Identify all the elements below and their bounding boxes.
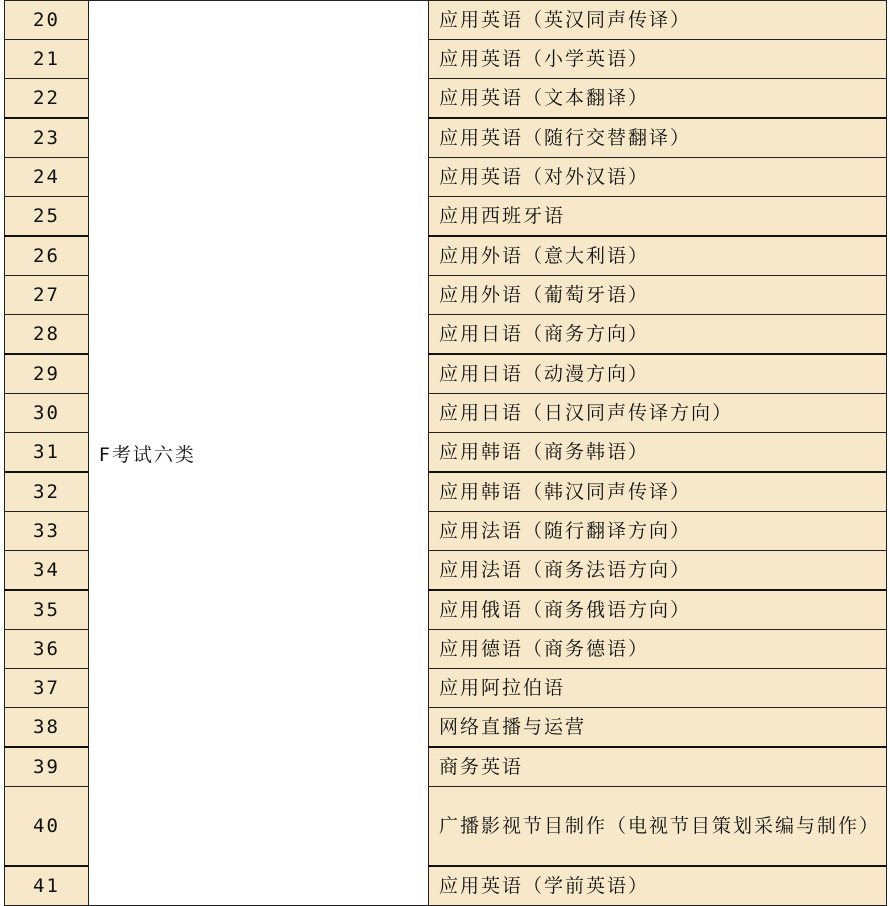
- row-number: 26: [5, 236, 89, 276]
- row-number: 23: [5, 118, 89, 158]
- major-name: 应用英语（对外汉语）: [429, 158, 887, 197]
- row-number: 24: [5, 158, 89, 197]
- row-number: 30: [5, 394, 89, 433]
- major-name: 应用韩语（商务韩语）: [429, 433, 887, 473]
- major-name: 应用英语（随行交替翻译）: [429, 118, 887, 158]
- row-number: 22: [5, 79, 89, 119]
- row-number: 36: [5, 630, 89, 669]
- row-number: 25: [5, 197, 89, 237]
- row-number: 40: [5, 787, 89, 867]
- major-name: 应用俄语（商务俄语方向）: [429, 590, 887, 630]
- major-name: 应用日语（日汉同声传译方向）: [429, 394, 887, 433]
- major-name: 商务英语: [429, 747, 887, 787]
- table-row: [5, 1, 887, 40]
- row-number: 20: [5, 1, 89, 40]
- row-number: 34: [5, 551, 89, 591]
- row-number: 38: [5, 708, 89, 748]
- major-name: 应用日语（商务方向）: [429, 315, 887, 355]
- major-name: 应用英语（文本翻译）: [429, 79, 887, 119]
- row-number: 41: [5, 866, 89, 906]
- major-name: 应用外语（意大利语）: [429, 236, 887, 276]
- row-number: 27: [5, 276, 89, 315]
- major-name: 应用英语（小学英语）: [429, 40, 887, 79]
- category-cell: F考试六类: [89, 1, 429, 906]
- major-name: 应用德语（商务德语）: [429, 630, 887, 669]
- major-name: 应用英语（英汉同声传译）: [429, 1, 887, 40]
- major-name: 应用法语（随行翻译方向）: [429, 512, 887, 551]
- major-name: 应用韩语（韩汉同声传译）: [429, 472, 887, 512]
- row-number: 21: [5, 40, 89, 79]
- majors-table: [4, 0, 887, 906]
- row-number: 33: [5, 512, 89, 551]
- row-number: 29: [5, 354, 89, 394]
- row-number: 32: [5, 472, 89, 512]
- major-name: 应用日语（动漫方向）: [429, 354, 887, 394]
- major-name: 应用外语（葡萄牙语）: [429, 276, 887, 315]
- major-name: 应用英语（学前英语）: [429, 866, 887, 906]
- row-number: 35: [5, 590, 89, 630]
- row-number: 31: [5, 433, 89, 473]
- major-name: 网络直播与运营: [429, 708, 887, 748]
- major-name: 广播影视节目制作（电视节目策划采编与制作）: [429, 787, 887, 867]
- major-name: 应用法语（商务法语方向）: [429, 551, 887, 591]
- major-name: 应用阿拉伯语: [429, 669, 887, 708]
- major-name: 应用西班牙语: [429, 197, 887, 237]
- row-number: 28: [5, 315, 89, 355]
- row-number: 39: [5, 747, 89, 787]
- row-number: 37: [5, 669, 89, 708]
